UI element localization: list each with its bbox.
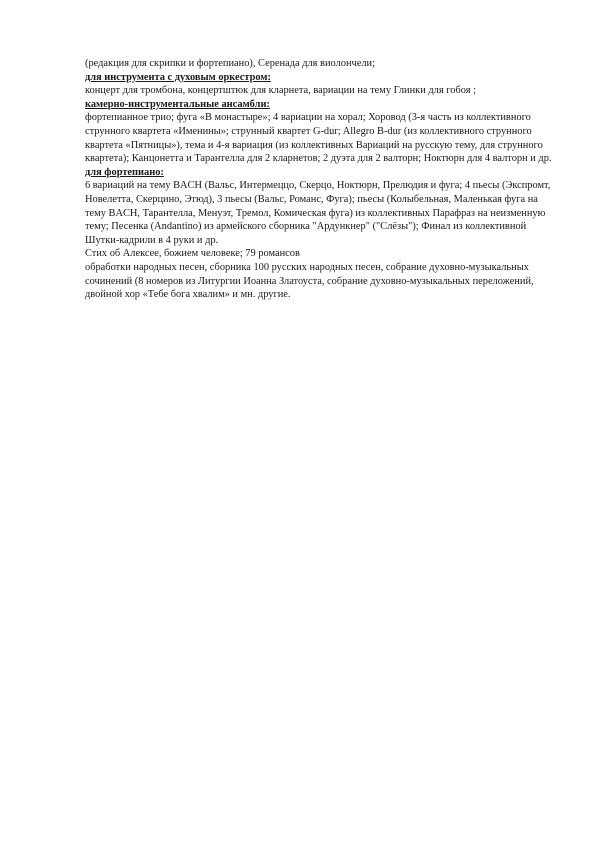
violin-piano-line: (редакция для скрипки и фортепиано), Серенада для виолончели;	[85, 58, 375, 69]
verse-and-romances-line: Стих об Алексее, божием человеке; 79 романсов	[85, 248, 300, 260]
piano-heading: для фортепиано:	[85, 166, 164, 178]
brass-orchestra-works: концерт для тромбона, концертштюк для кларнета, вариации на тему Глинки для гобоя ;	[85, 85, 476, 97]
folk-and-sacred-works: обработки народных песен, сборника 100 русских народных песен, собрание духовно-музыкальных сочинений (8 номеров из Литургии Иоанна Златоуста, собрание духовно-музыкальных переложений, двойной хор «Тебе бога хвалим» и мн. другие.	[85, 261, 534, 301]
brass-orchestra-heading: для инструмента с духовым оркестром:	[85, 71, 271, 83]
piano-works: 6 вариаций на тему BACH (Вальс, Интермеццо, Скерцо, Ноктюрн, Прелюдия и фуга; 4 пьесы (Экспромт, Новелетта, Скерцино, Этюд), 3 пьесы (Вальс, Романс, Фуга); пьесы (Колыбельная, Маленькая фуга на тему BACH, Тарантелла, Менуэт, Тремол, Комическая фуга) из коллективных Парафраз на неизменную тему; Песенка (Andantino) из армейского сборника "Ардункнер" ("Слёзы"); Финал из коллективной Шутки-кадрили в 4 руки и др.	[85, 180, 551, 246]
document-text-block	[85, 57, 553, 302]
chamber-ensembles-heading: камерно-инструментальные ансамбли:	[85, 98, 270, 110]
chamber-ensembles-works: фортепианное трио; фуга «В монастыре»; 4 вариации на хорал; Хоровод (3-я часть из коллективного струнного квартета «Именины»; струнный квартет G-dur; Allegro B-dur (из коллективного струнного квартета «Пятницы»), тема и 4-я вариация (из коллективных Вариаций на русскую тему, для струнного квартета); Канцонетта и Тарантелла для 2 кларнетов; 2 дуэта для 2 валторн; Ноктюрн для 4 валторн и др.	[85, 112, 552, 165]
